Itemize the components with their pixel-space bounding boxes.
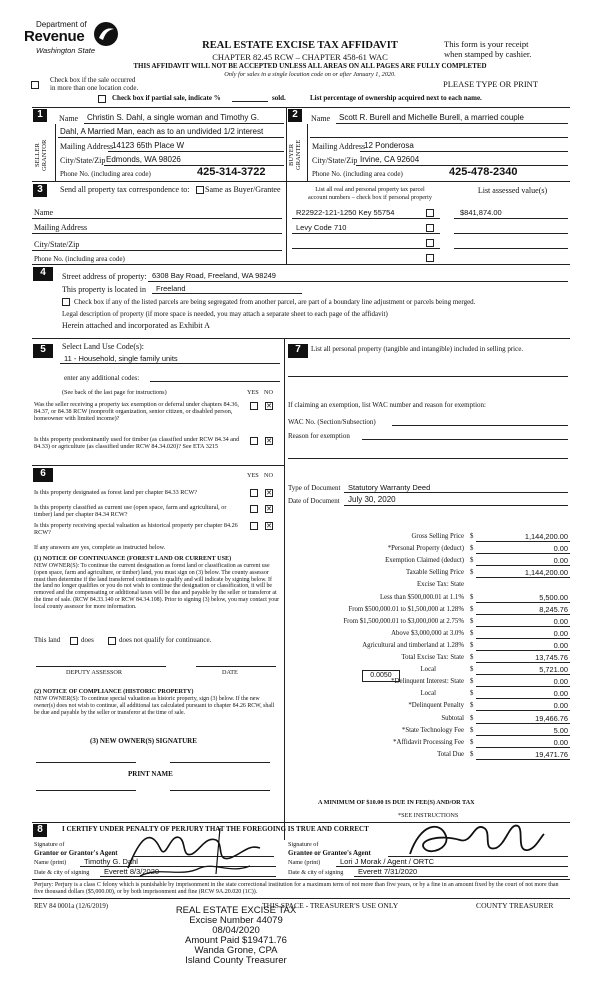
divider: [150, 381, 280, 382]
tax-row-value[interactable]: 5,500.00: [539, 593, 568, 602]
buyer-address-label: Mailing Address: [312, 142, 366, 151]
divider: [36, 790, 136, 791]
stamp-line4: Amount Paid $19471.76: [185, 935, 287, 946]
form-title: REAL ESTATE EXCISE TAX AFFIDAVIT: [202, 40, 398, 51]
exemption-label: If claiming an exemption, list WAC number and reason for exemption:: [288, 401, 486, 409]
grantee-signature: [400, 814, 550, 864]
s6-no: NO: [264, 472, 273, 479]
tax-row-label: Total Due: [437, 751, 464, 758]
grantee-name[interactable]: Lori J Morak / Agent / ORTC: [340, 857, 435, 866]
tax-row-label: Local: [420, 666, 436, 673]
tax-row-dollar: $: [470, 606, 474, 613]
seller-name-label: Name: [59, 114, 79, 123]
tax-row-line: [476, 747, 570, 748]
tax-row-dollar: $: [470, 569, 474, 576]
tax-row-dollar: $: [470, 678, 474, 685]
stamp-line3: 08/04/2020: [212, 925, 260, 936]
tax-row-dollar: $: [470, 690, 474, 697]
parcel-1-personal-checkbox[interactable]: [426, 209, 434, 217]
tax-row-dollar: $: [470, 594, 474, 601]
segregated-checkbox[interactable]: [62, 298, 70, 306]
divider: [454, 218, 568, 219]
seller-address-label: Mailing Address: [60, 142, 114, 151]
s6-q2: Is this property classified as current use (open space, farm and agricultural, or timber) land per chapter 84.34 RCW?: [34, 504, 227, 518]
divider: [84, 123, 284, 124]
tax-row-line: [476, 759, 570, 760]
divider: [32, 233, 282, 234]
section-6-number: 6: [33, 468, 53, 482]
tax-row-value[interactable]: 0.00: [553, 629, 568, 638]
tax-row-label: Less than $500,000.01 at 1.1%: [379, 594, 464, 601]
legal-label: Legal description of property (if more space is needed, you may attach a separate sheet to each page of the affidavit): [62, 310, 388, 318]
divider: [292, 233, 440, 234]
tax-row-value[interactable]: 0.00: [553, 544, 568, 553]
tax-row-label: Local: [420, 690, 436, 697]
buyer-name[interactable]: Scott R. Burell and Michelle Burell, a married couple: [339, 113, 524, 122]
dept-line2: Revenue: [24, 28, 85, 45]
tax-row-label: From $500,000.01 to $1,500,000 at 1.28%: [348, 606, 464, 613]
tax-row-label: Above $3,000,000 at 3.0%: [391, 630, 464, 637]
divider: [32, 107, 570, 108]
tax-row-line: [476, 565, 570, 566]
tax-row-line: [476, 735, 570, 736]
tax-row-value[interactable]: 1,144,200.00: [524, 568, 568, 577]
tax-row-dollar: $: [470, 727, 474, 734]
divider: [152, 293, 302, 294]
divider: [286, 182, 287, 264]
tax-row-line: [476, 674, 570, 675]
tax-row-value[interactable]: 0.00: [553, 641, 568, 650]
grantor-name-label: Name (print): [34, 859, 67, 866]
divider: [148, 281, 568, 282]
s5-q2-yes[interactable]: [250, 437, 258, 445]
multi-location-label-2: in more than one location code.: [50, 84, 139, 92]
tax-row-label: Exemption Claimed (deduct): [385, 557, 464, 564]
buyer-phone[interactable]: 425-478-2340: [449, 166, 518, 178]
divider: [60, 363, 280, 364]
grantee-agent-label: Grantee or Grantee's Agent: [288, 849, 371, 857]
partial-sold-label: sold.: [272, 94, 286, 102]
s5-q1: Was the seller receiving a property tax exemption or deferral under chapters 84.36, 84.37, or 84.38 RCW (nonprofit organization, senior citizen, or disabled person, homeowner with limited income)?: [34, 401, 239, 422]
tax-row-dollar: $: [470, 545, 474, 552]
divider: [36, 762, 136, 763]
tax-row-value[interactable]: 5,721.00: [539, 665, 568, 674]
land-does-not-checkbox[interactable]: [108, 637, 116, 645]
divider: [336, 123, 568, 124]
grantor-name[interactable]: Timothy G. Dahl: [84, 857, 138, 866]
divider: [170, 790, 270, 791]
divider: [288, 376, 568, 377]
s5-no: NO: [264, 389, 273, 396]
seller-name[interactable]: Christin S. Dahl, a single woman and Timothy G.: [87, 113, 260, 122]
tax-row-value[interactable]: 19,471.76: [535, 750, 568, 759]
divider: [360, 151, 568, 152]
section-7-number: 7: [288, 344, 308, 358]
buyer-side-label: BUYER GRANTEE: [288, 139, 302, 171]
stamp-line5: Wanda Grone, CPA: [194, 945, 278, 956]
minimum-due-note: A MINIMUM OF $10.00 IS DUE IN FEE(S) AND/OR TAX: [318, 799, 475, 806]
s6-q3-no[interactable]: ✕: [266, 522, 272, 530]
personal-property-label: List all personal property (tangible and intangible) included in selling price.: [311, 345, 524, 353]
tax-row-line: [476, 626, 570, 627]
s5-q2: Is this property predominantly used for timber (as classified under RCW 84.34 and 84.33) or agriculture (as classified under RCW 84.34.020)? See ETA 3215: [34, 436, 240, 450]
divider: [292, 248, 440, 249]
divider: [344, 505, 568, 506]
tax-row-line: [476, 614, 570, 615]
s5-q2-no[interactable]: ✕: [266, 437, 272, 445]
dor-logo: [24, 18, 134, 62]
grantee-date[interactable]: Everett 7/31/2020: [358, 867, 418, 876]
print-name-label: PRINT NAME: [128, 770, 173, 778]
divider: [170, 762, 270, 763]
tax-row-line: [476, 541, 570, 542]
tax-row-label: *Delinquent Interest: State: [391, 678, 464, 685]
partial-percent-line[interactable]: [232, 101, 268, 102]
corr-city-label: City/State/Zip: [34, 240, 80, 249]
divider: [32, 218, 282, 219]
partial-sale-checkbox[interactable]: [98, 95, 106, 103]
s6-q3: Is this property receiving special valuation as historical property per chapter 84.26 RCW?: [34, 522, 238, 536]
tax-row-line: [476, 553, 570, 554]
s6-q1-yes[interactable]: [250, 489, 258, 497]
divider: [292, 218, 440, 219]
tax-row-label: From $1,500,000.01 to $3,000,000 at 2.75%: [343, 618, 464, 625]
wac-label: WAC No. (Section/Subsection): [288, 418, 376, 426]
divider: [344, 492, 568, 493]
correspondence-label: Send all property tax correspondence to:: [60, 185, 190, 194]
divider: [32, 264, 570, 265]
tax-row-value[interactable]: 8,245.76: [539, 605, 568, 614]
s6-if-yes: If any answers are yes, complete as instructed below.: [34, 544, 166, 551]
tax-row-dollar: $: [470, 751, 474, 758]
corr-phone-label: Phone No. (including area code): [34, 255, 125, 263]
buyer-city[interactable]: Irvine, CA 92604: [360, 155, 420, 164]
see-back-label: (See back of the last page for instructions): [62, 389, 167, 396]
divider: [55, 124, 56, 182]
divider: [108, 151, 284, 152]
dor-swirl-icon: [92, 20, 120, 48]
tax-row-label: *State Technology Fee: [401, 727, 464, 734]
tax-row-line: [476, 710, 570, 711]
buyer-city-label: City/State/Zip: [312, 156, 358, 165]
partial-sale-label: Check box if partial sale, indicate %: [112, 94, 221, 102]
form-subtitle: CHAPTER 82.45 RCW – CHAPTER 458-61 WAC: [212, 52, 388, 62]
value-1[interactable]: $841,874.00: [460, 208, 502, 217]
divider: [454, 248, 568, 249]
tax-row-label: Agricultural and timberland at 1.28%: [362, 642, 464, 649]
seller-city-label: City/State/Zip: [60, 156, 106, 165]
tax-row-value[interactable]: 0.00: [553, 738, 568, 747]
notice1-title: (1) NOTICE OF CONTINUANCE (FOREST LAND OR CURRENT USE): [34, 555, 232, 562]
doc-date-label: Date of Document: [288, 497, 340, 505]
tax-row-dollar: $: [470, 654, 474, 661]
divider: [307, 124, 308, 182]
tax-row-line: [476, 662, 570, 663]
divider: [32, 898, 570, 899]
section-4-number: 4: [33, 267, 53, 281]
tax-row-value[interactable]: 5.00: [553, 726, 568, 735]
divider: [32, 250, 282, 251]
tax-row-value[interactable]: 13,745.76: [535, 653, 568, 662]
seller-phone[interactable]: 425-314-3722: [197, 166, 266, 178]
parcel-4-personal-checkbox[interactable]: [426, 254, 434, 262]
tax-row-dollar: $: [470, 702, 474, 709]
receipt-note-1: This form is your receipt: [444, 39, 529, 49]
s6-q1-no[interactable]: ✕: [266, 489, 272, 497]
land-use-label: Select Land Use Code(s):: [62, 342, 144, 351]
reason-label: Reason for exemption: [288, 432, 350, 440]
divider: [362, 439, 568, 440]
section-5-number: 5: [33, 344, 53, 358]
buyer-address[interactable]: 12 Ponderosa: [364, 141, 414, 150]
parcel-header-1: List all real and personal property tax parcel: [315, 186, 425, 193]
additional-codes-label: enter any additional codes:: [64, 374, 140, 382]
grantee-name-label: Name (print): [288, 859, 321, 866]
tax-row-value[interactable]: 0.00: [553, 617, 568, 626]
dept-line3: Washington State: [36, 46, 96, 55]
corr-address-label: Mailing Address: [34, 223, 88, 232]
tax-row-dollar: $: [470, 557, 474, 564]
tax-row-line: [476, 650, 570, 651]
tax-row-line: [476, 723, 570, 724]
corr-name-label: Name: [34, 208, 54, 217]
divider: [354, 876, 568, 877]
land-does-checkbox[interactable]: [70, 637, 78, 645]
receipt-note-2: when stamped by cashier.: [444, 49, 532, 59]
dept-line1: Department of: [36, 20, 87, 29]
s5-yes: YES: [247, 389, 259, 396]
doc-date[interactable]: July 30, 2020: [348, 495, 396, 504]
street-address[interactable]: 6308 Bay Road, Freeland, WA 98249: [152, 271, 276, 280]
grantor-agent-label: Grantor or Grantor's Agent: [34, 849, 118, 857]
tax-row-label: *Personal Property (deduct): [387, 545, 464, 552]
grantor-sig-label: Signature of: [34, 841, 65, 848]
grantor-date-label: Date & city of signing: [34, 869, 90, 876]
tax-row-dollar: $: [470, 630, 474, 637]
divider: [36, 666, 166, 667]
section-1-number: 1: [33, 109, 47, 122]
grantee-date-label: Date & city of signing: [288, 869, 344, 876]
parcel-3-personal-checkbox[interactable]: [426, 239, 434, 247]
single-location-note: Only for sales in a single location code on or after January 1, 2020.: [224, 71, 396, 78]
tax-row-value[interactable]: 1,144,200.00: [524, 532, 568, 541]
divider: [32, 879, 570, 880]
section-2-number: 2: [288, 109, 302, 122]
divider: [454, 233, 568, 234]
parcel-1[interactable]: R22922-121-1250 Key 55754: [296, 208, 395, 217]
tax-row-line: [476, 577, 570, 578]
tax-row-label: *Delinquent Penalty: [408, 702, 464, 709]
stamp-line1: REAL ESTATE EXCISE TAX: [175, 905, 297, 916]
see-instructions: *SEE INSTRUCTIONS: [398, 812, 459, 819]
tax-row-dollar: $: [470, 739, 474, 746]
divider: [32, 181, 570, 182]
section-8-number: 8: [33, 824, 47, 837]
divider: [288, 458, 568, 459]
doc-type-label: Type of Document: [288, 484, 341, 492]
section-3-number: 3: [33, 184, 47, 197]
tax-row-value[interactable]: 0.00: [553, 677, 568, 686]
assessed-value-header: List assessed value(s): [477, 186, 548, 195]
tax-row-value[interactable]: 0.00: [553, 689, 568, 698]
grantee-sig-label: Signature of: [288, 841, 319, 848]
land-use-code[interactable]: 11 - Household, single family units: [64, 354, 178, 363]
buyer-name-label: Name: [311, 114, 331, 123]
parcel-header-2: account numbers – check box if personal property: [308, 194, 432, 201]
s5-q1-no[interactable]: ✕: [266, 402, 272, 410]
type-or-print: PLEASE TYPE OR PRINT: [443, 79, 539, 89]
tax-row-dollar: $: [470, 533, 474, 540]
parcel-2[interactable]: Levy Code 710: [296, 223, 347, 232]
grantor-date[interactable]: Everett 8/3/2020: [104, 867, 160, 876]
new-owner-sig-label: (3) NEW OWNER(S) SIGNATURE: [90, 737, 197, 745]
divider: [32, 338, 570, 339]
tax-row-line: [476, 698, 570, 699]
same-as-buyer-label: Same as Buyer/Grantee: [205, 185, 281, 194]
tax-row-label: *Affidavit Processing Fee: [393, 739, 464, 746]
seller-phone-label: Phone No. (including area code): [60, 170, 151, 178]
stamp-line2: Excise Number 44079: [189, 915, 283, 926]
divider: [196, 666, 276, 667]
segregated-label: Check box if any of the listed parcels are being segregated from another parcel, are part of a boundary line adjustment or parcels being merged.: [74, 298, 476, 306]
deputy-assessor-label: DEPUTY ASSESSOR: [66, 669, 122, 676]
tax-row-line: [476, 638, 570, 639]
date-label: DATE: [222, 669, 238, 676]
tax-row-dollar: $: [470, 618, 474, 625]
s6-q2-yes[interactable]: [250, 505, 258, 513]
this-land-label: This land: [34, 636, 61, 644]
seller-city[interactable]: Edmonds, WA 98026: [106, 155, 181, 164]
tax-row-dollar: $: [470, 642, 474, 649]
county-treasurer: COUNTY TREASURER: [476, 901, 554, 910]
rev-number: REV 84 0001a (12/6/2019): [34, 903, 109, 910]
buyer-phone-label: Phone No. (including area code): [312, 170, 403, 178]
tax-row-value[interactable]: 0.00: [553, 556, 568, 565]
stamp-line6: Island County Treasurer: [185, 955, 287, 966]
s6-q3-yes[interactable]: [250, 522, 258, 530]
notice1-body: NEW OWNER(S): To continue the current designation as forest land or classification as current use (open space, farm and agriculture, or timber) land, you must sign on (3) below. The county assessor must then determine if the land transferred continues to qualify and will indicate by signing below. If the land no longer qualifies or you do not wish to continue the designation or classification, it will be removed and the compensating or additional taxes will be due and payable by the seller or transferor at the time of sale. (RCW 84.33.140 or RCW 84.34.108). Prior to signing (3) below, you may contact your local county assessor for more information.: [34, 563, 280, 610]
treasurer-use-only: THIS SPACE - TREASURER'S USE ONLY: [262, 901, 399, 910]
notice2-title: (2) NOTICE OF COMPLIANCE (HISTORIC PROPERTY): [34, 688, 194, 695]
does-label: does: [81, 636, 94, 644]
divider: [32, 465, 284, 466]
does-not-label: does not qualify for continuance.: [119, 636, 212, 644]
tax-row-dollar: $: [470, 715, 474, 722]
tax-row-label: Excise Tax: State: [417, 581, 464, 588]
form-warning: THIS AFFIDAVIT WILL NOT BE ACCEPTED UNLESS ALL AREAS ON ALL PAGES ARE FULLY COMPLETED: [133, 62, 487, 70]
located-label: This property is located in: [62, 285, 146, 294]
tax-row-dollar: $: [470, 666, 474, 673]
same-as-buyer-checkbox[interactable]: [196, 186, 204, 194]
s6-q2-no[interactable]: ✕: [266, 505, 272, 513]
street-label: Street address of property:: [62, 272, 147, 281]
notice2-body: NEW OWNER(S): To continue special valuation as historic property, sign (3) below. If the new owner(s) does not wish to continue, all additional tax calculated pursuant to chapter 84.26 RCW, shall be due and payable by the seller or transferor at the time of sale.: [34, 696, 275, 716]
tax-row-line: [476, 602, 570, 603]
local-rate-box[interactable]: 0.0050: [362, 670, 400, 682]
divider: [58, 137, 284, 138]
tax-row-label: Subtotal: [441, 715, 464, 722]
s6-yes: YES: [247, 472, 259, 479]
divider: [284, 338, 285, 840]
seller-address[interactable]: 14123 65th Place W: [112, 141, 185, 150]
divider: [310, 137, 568, 138]
legal-description[interactable]: Herein attached and incorporated as Exhibit A: [62, 321, 210, 330]
located-in[interactable]: Freeland: [156, 284, 186, 293]
tax-row-value[interactable]: 19,466.76: [535, 714, 568, 723]
certify-label: I CERTIFY UNDER PENALTY OF PERJURY THAT THE FOREGOING IS TRUE AND CORRECT: [62, 825, 369, 833]
grantor-signature: [120, 818, 290, 882]
divider: [286, 107, 287, 182]
seller-side-label: SELLER GRANTOR: [34, 139, 48, 171]
ownership-note: List percentage of ownership acquired next to each name.: [310, 94, 482, 102]
divider: [392, 425, 568, 426]
tax-row-line: [476, 686, 570, 687]
tax-row-label: Total Excise Tax: State: [401, 654, 464, 661]
s5-q1-yes[interactable]: [250, 402, 258, 410]
multi-location-checkbox[interactable]: [31, 81, 39, 89]
doc-type[interactable]: Statutory Warranty Deed: [348, 483, 431, 492]
parcel-2-personal-checkbox[interactable]: [426, 224, 434, 232]
tax-row-label: Taxable Selling Price: [405, 569, 464, 576]
tax-row-value[interactable]: 0.00: [553, 701, 568, 710]
perjury-note: Perjury: Perjury is a class C felony which is punishable by imprisonment in the state correctional institution for a maximum term of not more than five years, or by a fine in an amount fixed by the court of not more than five thousand dollars ($5,000.00), or by both imprisonment and fine (RCW 9A.20.020 (1C)).: [34, 882, 559, 895]
multi-location-label-1: Check box if the sale occurred: [50, 76, 136, 84]
seller-name-2[interactable]: Dahl, A Married Man, each as to an undivided 1/2 interest: [60, 127, 264, 136]
s6-q1: Is this property designated as forest land per chapter 84.33 RCW?: [34, 489, 198, 496]
tax-row-label: Gross Selling Price: [411, 533, 464, 540]
